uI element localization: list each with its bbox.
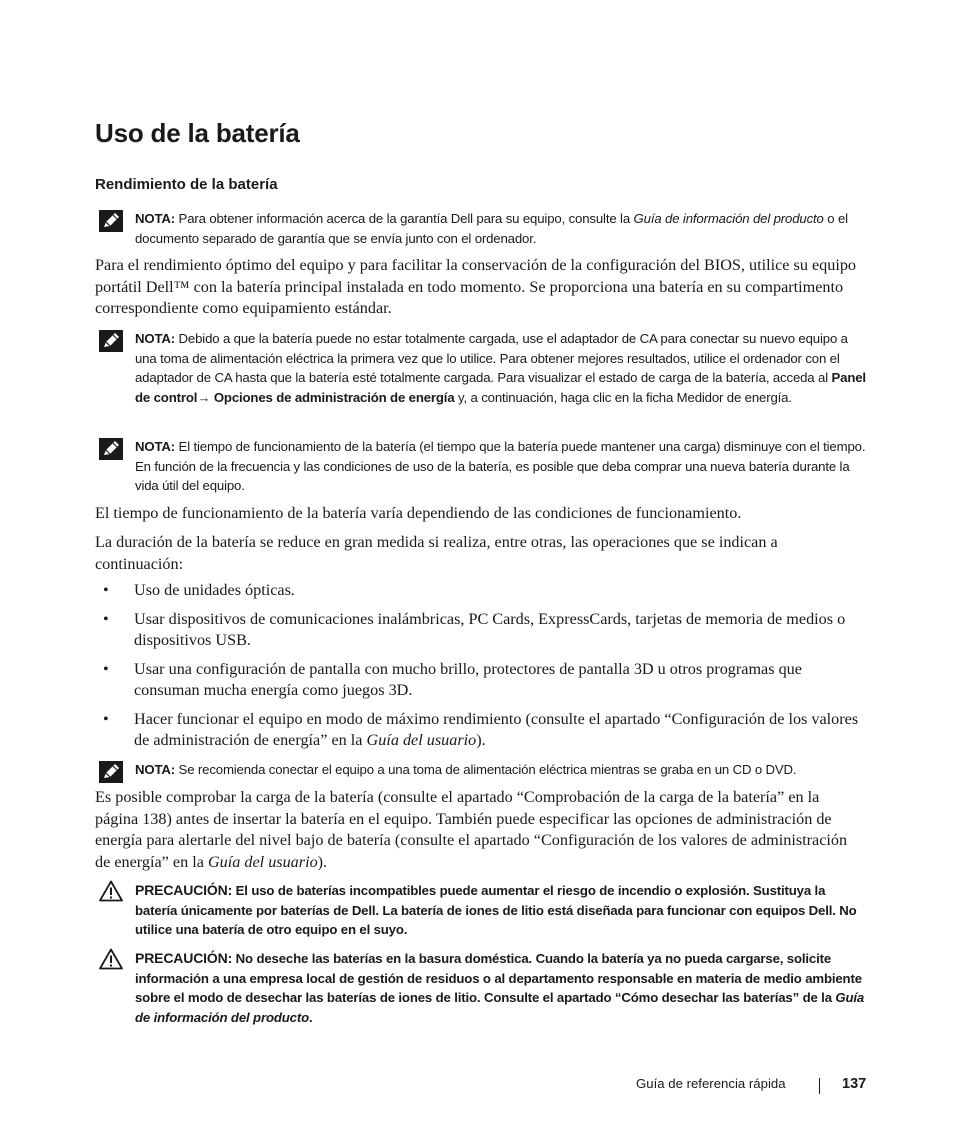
note-ac-adapter [96,329,866,407]
list-item-text: Usar dispositivos de comunicaciones inalámbricas, PC Cards, ExpressCards, tarjetas de memoria de medios o dispositivos USB. [134,609,846,649]
caution-text-part: . [309,1009,313,1025]
list-item-text: Usar una configuración de pantalla con mucho brillo, protectores de pantalla 3D u otros programas que consuman mucha energía como juegos 3D. [134,659,802,699]
note-text-part: Para obtener información acerca de la garantía Dell para su equipo, consulte la [175,211,634,226]
note-pencil-icon [99,330,123,352]
note-text [135,329,866,407]
paragraph-operating-time: El tiempo de funcionamiento de la batería varía dependiendo de las condiciones de funcionamiento. [95,504,742,522]
footer-label: Guía de referencia rápida [636,1076,786,1091]
caution-triangle-icon [99,948,123,970]
page-title: Uso de la batería [95,118,300,148]
bullet: • [103,609,109,628]
note-label: NOTA: [135,762,176,777]
footer-divider [819,1078,820,1094]
bullet: • [103,659,109,678]
caution-text [135,949,866,1027]
note-text-part: Debido a que la batería puede no estar totalmente cargada, use el adaptador de CA para conectar su nuevo equipo a una toma de alimentación eléctrica la primera vez que lo utilice. Para obtener mejores resultados, utilice el ordenador con el adaptador de CA hasta que la batería esté totalmente cargada. Para visualizar el estado de carga de la batería, acceda al [135,331,848,385]
note-text-part: o el documento separado de garantía que se envía junto con el ordenador. [135,211,848,246]
note-text-part: y, a continuación, haga clic en la ficha Medidor de energía. [454,389,792,405]
list-item [95,659,865,702]
paragraph-battery-usage: Para el rendimiento óptimo del equipo y para facilitar la conservación de la configuración del BIOS, utilice su equipo portátil Dell™ con la batería principal instalada en todo momento. Se proporciona una batería en su compartimento correspondiente como equipamiento estándar. [95,256,857,317]
operations-list [95,580,865,752]
section-heading: Rendimiento de la batería [95,176,278,193]
caution-triangle-icon [99,880,123,902]
doc-reference: Guía de información del producto [633,211,824,226]
paragraph-duration: La duración de la batería se reduce en gran medida si realiza, entre otras, las operaciones que se indican a continuación: [95,533,778,573]
caution-text-part: No deseche las baterías en la basura doméstica. Cuando la batería ya no pueda cargarse, solicite información a una empresa local de gestión de residuos o al departamento responsable en materia de medio ambiente sobre el modo de desechar las baterías de iones de litio. Consulte el apartado “Cómo desechar las baterías” de la [135,951,862,1005]
menu-arrow: → [197,389,214,405]
note-label: NOTA: [135,211,176,226]
caution-text-part: El uso de baterías incompatibles puede aumentar el riesgo de incendio o explosión. Sustituya la batería únicamente por baterías de Dell. La batería de iones de litio está diseñada para funcionar con equipos Dell. No utilice una batería de otro equipo en el suyo. [135,883,857,937]
page-footer [636,1076,867,1092]
menu-path-power-options: Opciones de administración de energía [213,389,455,405]
paragraph-text: ). [317,852,328,871]
note-pencil-icon [99,761,123,783]
note-pencil-icon [99,438,123,460]
note-text [135,209,866,248]
note-text [135,760,866,780]
caution-label: PRECAUCIÓN: [135,950,233,966]
note-label: NOTA: [135,331,176,346]
bullet: • [103,709,109,728]
paragraph-check-charge [95,787,865,873]
doc-reference: Guía del usuario [207,852,318,871]
note-cd-dvd [96,760,866,780]
note-battery-life [96,437,866,496]
doc-reference: Guía de información del producto [135,990,865,1025]
page-number: 137 [842,1076,867,1092]
caution-text [135,881,866,940]
list-item-text: Hacer funcionar el equipo en modo de máximo rendimiento (consulte el apartado “Configuración de los valores de administración de energía” en la [134,709,859,749]
list-item [95,709,865,752]
caution-label: PRECAUCIÓN: [135,882,233,898]
bullet: • [103,581,109,599]
list-item [95,580,865,602]
caution-incompatible-battery [96,881,866,940]
caution-disposal [96,949,866,1027]
note-label: NOTA: [135,439,176,454]
menu-path-control-panel: Panel de control [135,370,866,405]
note-pencil-icon [99,210,123,232]
list-item [95,609,865,652]
note-text [135,437,866,496]
paragraph-text: Es posible comprobar la carga de la batería (consulte el apartado “Comprobación de la carga de la batería” en la página 138) antes de insertar la batería en el equipo. También puede especificar las opciones de administración de energía para alertarle del nivel bajo de batería (consulte el apartado “Configuración de los valores de administración de energía” en la [95,788,848,871]
doc-reference: Guía del usuario [366,731,477,749]
list-item-text: Uso de unidades ópticas. [134,581,295,599]
note-text-part: El tiempo de funcionamiento de la batería (el tiempo que la batería puede mantener una carga) disminuye con el tiempo. En función de la frecuencia y las condiciones de uso de la batería, es posible que deba comprar una nueva batería durante la vida útil del equipo. [135,439,866,493]
note-text-part: Se recomienda conectar el equipo a una toma de alimentación eléctrica mientras se graba en un CD o DVD. [175,762,797,777]
list-item-text: ). [476,731,486,749]
note-warranty [96,209,866,248]
